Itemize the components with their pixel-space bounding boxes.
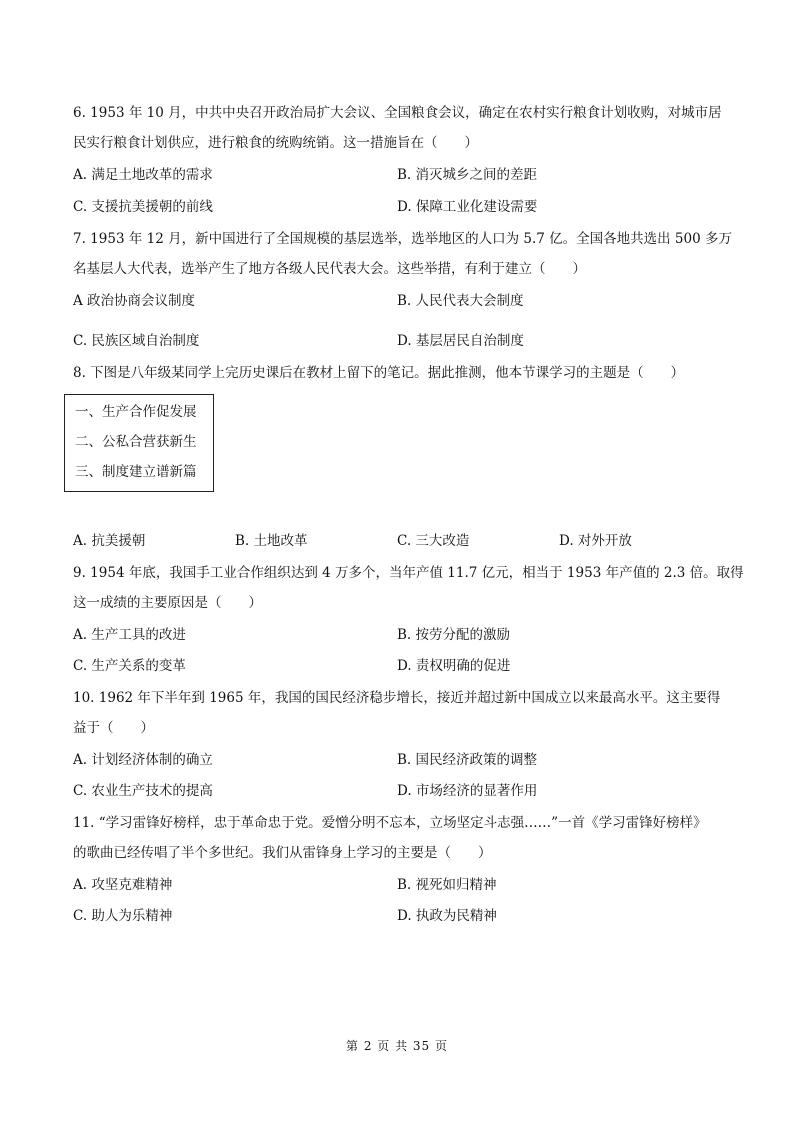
q6-option-c: C. 支援抗美援朝的前线 xyxy=(73,199,213,215)
q11-option-c: C. 助人为乐精神 xyxy=(73,908,173,924)
q9-stem-line2: 这一成绩的主要原因是（ ） xyxy=(73,595,262,611)
q6-option-a: A. 满足土地改革的需求 xyxy=(73,167,213,183)
q9-option-c: C. 生产关系的变革 xyxy=(73,658,186,674)
q8-stem-line1: 8. 下图是八年级某同学上完历史课后在教材上留下的笔记。据此推测，他本节课学习的主题是（ ） xyxy=(73,365,685,381)
page-number-footer: 第 2 页 共 35 页 xyxy=(346,1039,448,1053)
q8-note-item: 一、生产合作促发展 xyxy=(75,404,197,420)
q8-notes-box xyxy=(64,394,214,492)
q11-stem-line2: 的歌曲已经传唱了半个多世纪。我们从雷锋身上学习的主要是（ ） xyxy=(73,845,492,861)
q7-option-a: A 政治协商会议制度 xyxy=(73,293,196,309)
q6-option-b: B. 消灭城乡之间的差距 xyxy=(397,167,538,183)
q6-stem-line1: 6. 1953 年 10 月，中共中央召开政治局扩大会议、全国粮食会议，确定在农村实行粮食计划收购，对城市居 xyxy=(73,105,722,121)
q6-option-d: D. 保障工业化建设需要 xyxy=(397,199,538,215)
q8-note-item: 二、公私合营获新生 xyxy=(75,434,197,450)
q11-option-a: A. 攻坚克难精神 xyxy=(73,877,173,893)
q8-option-a: A. 抗美援朝 xyxy=(73,533,146,549)
q11-stem-line1: 11. “学习雷锋好榜样，忠于革命忠于党。爱憎分明不忘本，立场坚定斗志强……”一首《学习雷锋好榜样》 xyxy=(73,815,707,831)
q10-option-c: C. 农业生产技术的提高 xyxy=(73,783,213,799)
q9-option-d: D. 责权明确的促进 xyxy=(397,658,511,674)
q9-option-a: A. 生产工具的改进 xyxy=(73,627,186,643)
q10-stem-line2: 益于（ ） xyxy=(73,720,154,736)
q11-option-b: B. 视死如归精神 xyxy=(397,877,497,893)
q8-option-d: D. 对外开放 xyxy=(559,533,632,549)
q10-option-b: B. 国民经济政策的调整 xyxy=(397,752,538,768)
q10-option-a: A. 计划经济体制的确立 xyxy=(73,752,213,768)
q7-stem-line1: 7. 1953 年 12 月，新中国进行了全国规模的基层选举，选举地区的人口为 5.7 亿。全国各地共选出 500 多万 xyxy=(73,231,732,247)
q9-option-b: B. 按劳分配的激励 xyxy=(397,627,511,643)
q10-stem-line1: 10. 1962 年下半年到 1965 年，我国的国民经济稳步增长，接近并超过新中国成立以来最高水平。这主要得 xyxy=(73,690,721,706)
q6-stem-line2: 民实行粮食计划供应，进行粮食的统购统销。这一措施旨在（ ） xyxy=(73,135,478,151)
q8-note-item: 三、制度建立谱新篇 xyxy=(75,464,197,480)
q8-option-b: B. 土地改革 xyxy=(235,533,308,549)
q8-option-c: C. 三大改造 xyxy=(397,533,470,549)
q9-stem-line1: 9. 1954 年底，我国手工业合作组织达到 4 万多个，当年产值 11.7 亿元，相当于 1953 年产值的 2.3 倍。取得 xyxy=(73,565,744,581)
q7-stem-line2: 名基层人大代表，选举产生了地方各级人民代表大会。这些举措，有利于建立（ ） xyxy=(73,261,586,277)
q11-option-d: D. 执政为民精神 xyxy=(397,908,497,924)
q7-option-b: B. 人民代表大会制度 xyxy=(397,293,524,309)
q7-option-d: D. 基层居民自治制度 xyxy=(397,333,524,349)
q10-option-d: D. 市场经济的显著作用 xyxy=(397,783,538,799)
q7-option-c: C. 民族区域自治制度 xyxy=(73,333,200,349)
